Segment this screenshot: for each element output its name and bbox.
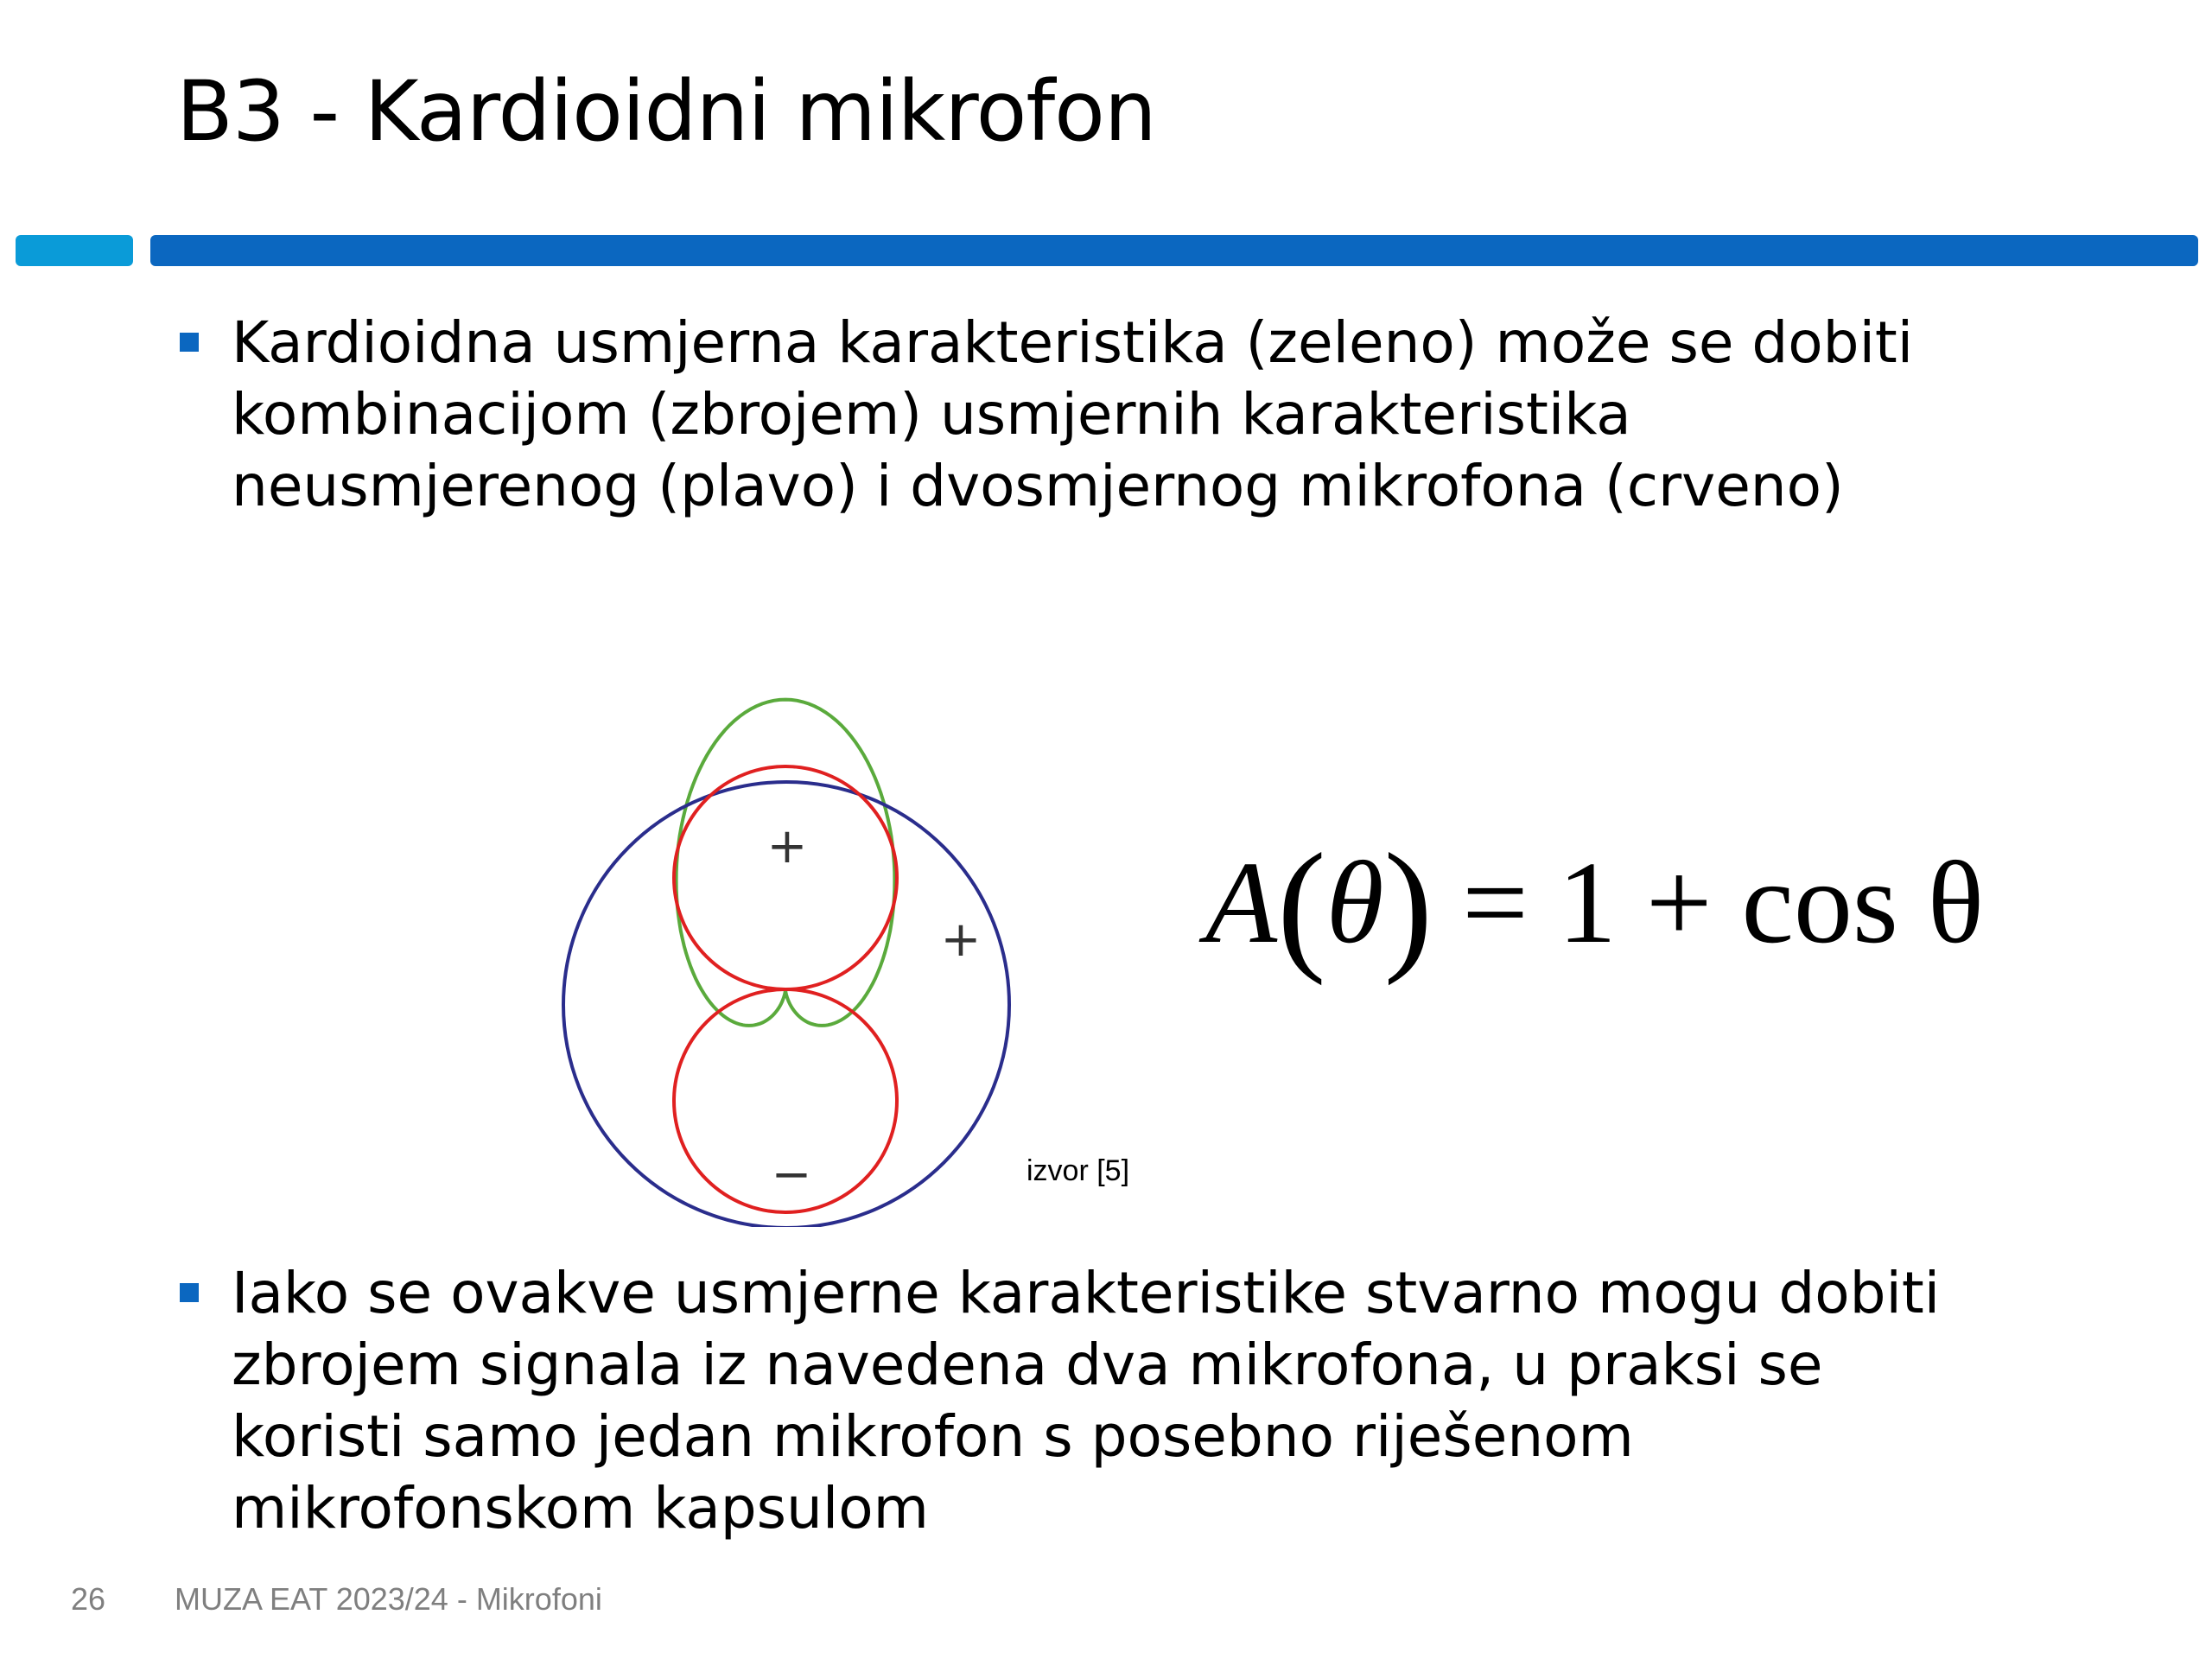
- formula-paren-open: (: [1277, 823, 1326, 986]
- title-accent-bar: [150, 235, 2198, 266]
- bullet-square-icon: [180, 1283, 199, 1302]
- formula-argument: θ: [1325, 838, 1384, 968]
- formula-equals: =: [1433, 838, 1558, 968]
- cardioid-formula: [1205, 821, 1984, 989]
- bullet-item: [180, 307, 2124, 522]
- slide-title: B3 - Kardioidni mikrofon: [176, 63, 1156, 160]
- footer-text: MUZA EAT 2023/24 - Mikrofoni: [175, 1581, 602, 1617]
- bullet-text: Kardioidna usmjerna karakteristika (zeleno) može se dobiti kombinacijom (zbrojem) usmjernih karakteristika neusmjerenog (plavo) i dvosmjernog mikrofona (crveno): [232, 309, 1914, 519]
- bullet-item: [180, 1257, 2124, 1544]
- bullet-text: Iako se ovakve usmjerne karakteristike stvarno mogu dobiti zbrojem signala iz navedena dva mikrofona, u praksi se koristi samo jedan mikrofon s posebno riješenom mikrofonskom kapsulom: [232, 1260, 1941, 1541]
- polar-pattern-diagram: [484, 518, 1089, 1227]
- plus-sign-lobe: +: [766, 818, 808, 874]
- formula-variable: A: [1205, 838, 1278, 968]
- formula-rhs: 1 + cos θ: [1557, 838, 1984, 968]
- bullet-square-icon: [180, 333, 199, 352]
- footer-page-number: 26: [71, 1581, 106, 1617]
- minus-sign-lobe: −: [771, 1147, 812, 1203]
- figure8-lobe-positive: [674, 766, 897, 989]
- plus-sign-cardioid: +: [940, 912, 982, 968]
- formula-paren-close: ): [1383, 823, 1433, 986]
- title-accent-bar-short: [16, 235, 133, 266]
- source-citation: izvor [5]: [1027, 1154, 1130, 1187]
